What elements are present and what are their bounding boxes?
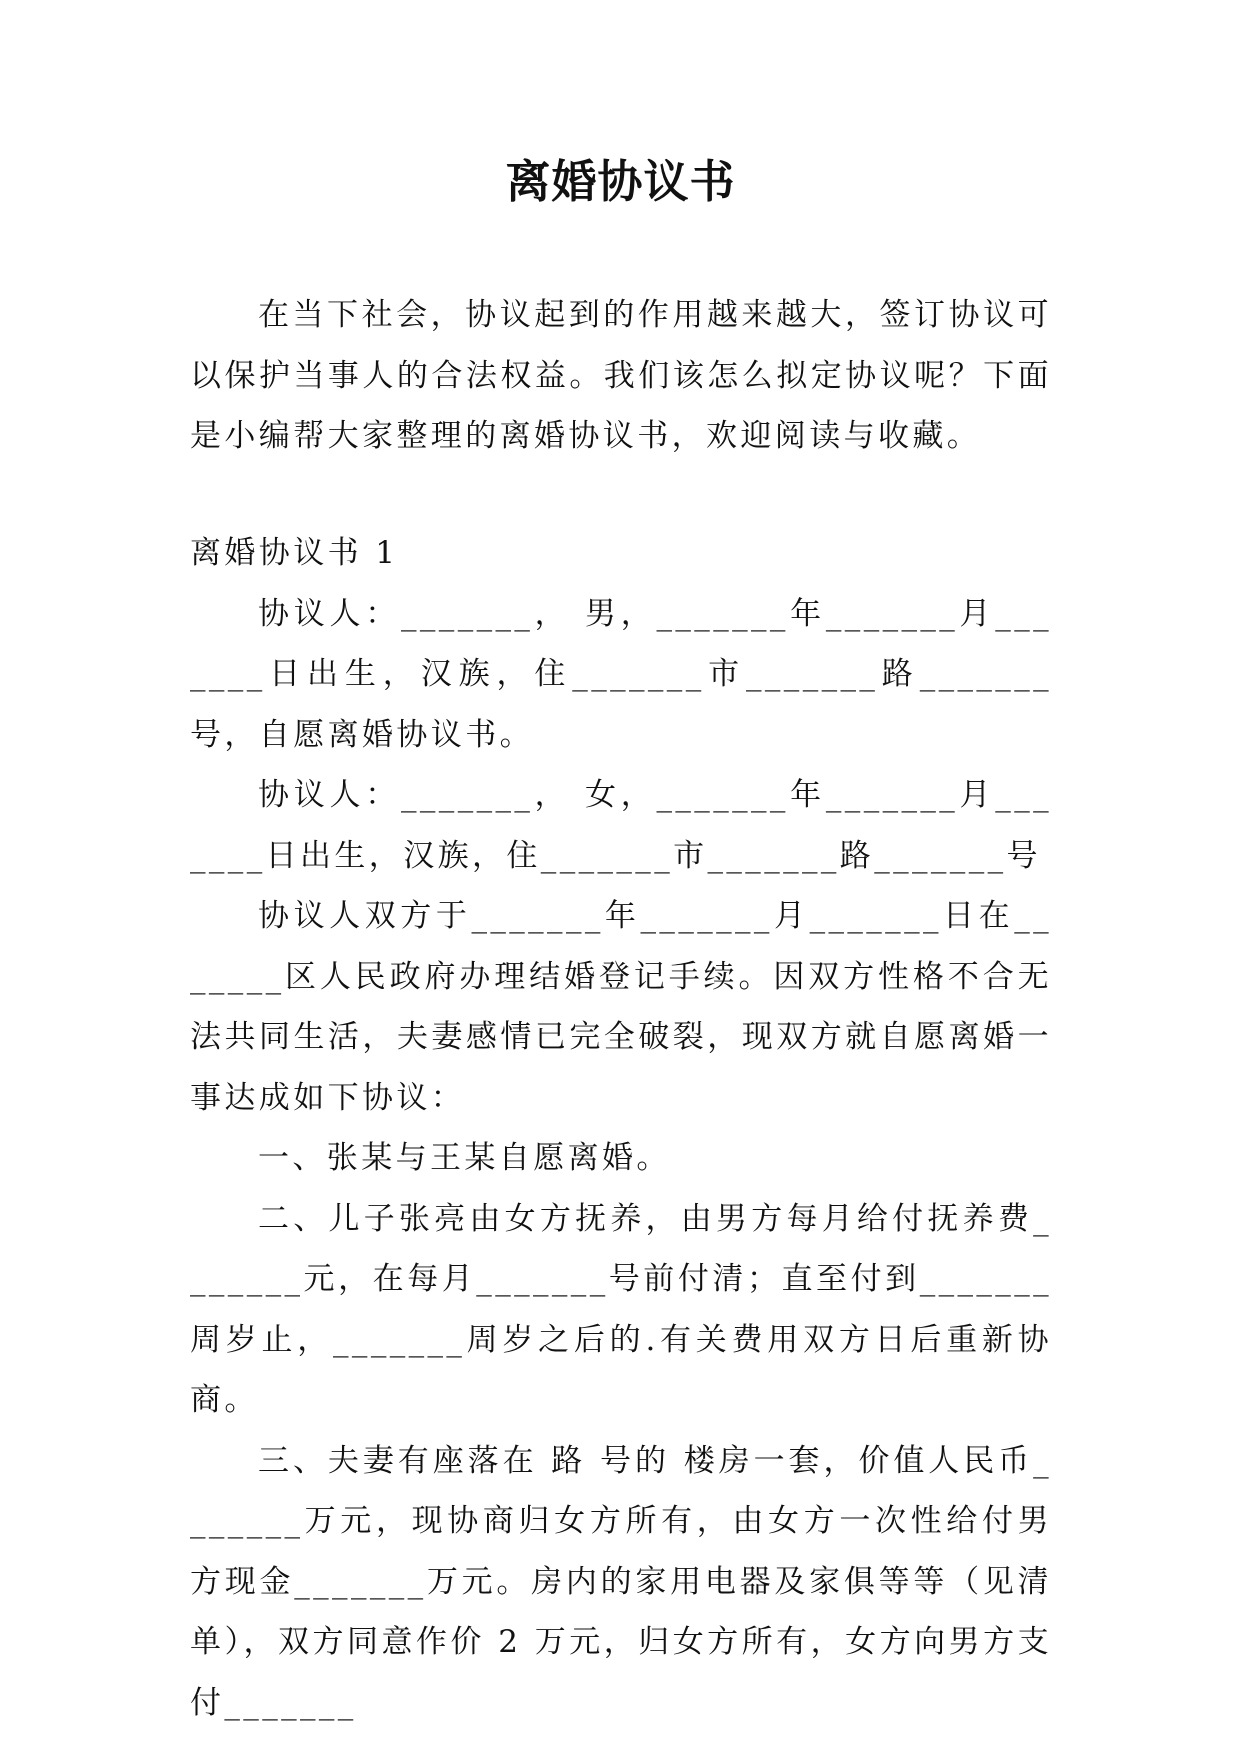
- clause-one: 一、张某与王某自愿离婚。: [258, 1140, 671, 1176]
- intro-paragraph: 在当下社会，协议起到的作用越来越大，签订协议可以保护当事人的合法权益。我们该怎么拟定协议呢？下面是小编帮大家整理的离婚协议书，欢迎阅读与收藏。: [190, 297, 1052, 454]
- section-heading: 离婚协议书 1: [190, 535, 399, 571]
- agreement-section: [190, 523, 1052, 1733]
- marriage-registration-paragraph: 协议人双方于_______年_______月_______日在_______区人民政府办理结婚登记手续。因双方性格不合无法共同生活，夫妻感情已完全破裂，现双方就自愿离婚一事达成如下协议：: [190, 898, 1052, 1116]
- clause-three: 三、夫妻有座落在 路 号的 楼房一套，价值人民币_______万元，现协商归女方所有，由女方一次性给付男方现金_______万元。房内的家用电器及家俱等等（见清单），双方同意作价 2 万元，归女方所有，女方向男方支付_______: [190, 1442, 1052, 1721]
- clause-two: 二、儿子张亮由女方抚养，由男方每月给付抚养费_______元，在每月_______号前付清；直至付到_______周岁止，_______周岁之后的.有关费用双方日后重新协商。: [190, 1200, 1052, 1418]
- intro-section: [190, 285, 1052, 467]
- document-title: 离婚协议书: [505, 155, 736, 208]
- party-female-paragraph: 协议人：_______， 女，_______年_______月_______日出生，汉族，住_______市_______路_______号: [190, 777, 1052, 874]
- party-male-paragraph: 协议人：_______， 男，_______年_______月_______日出生，汉族，住_______市_______路_______号，自愿离婚协议书。: [190, 595, 1052, 753]
